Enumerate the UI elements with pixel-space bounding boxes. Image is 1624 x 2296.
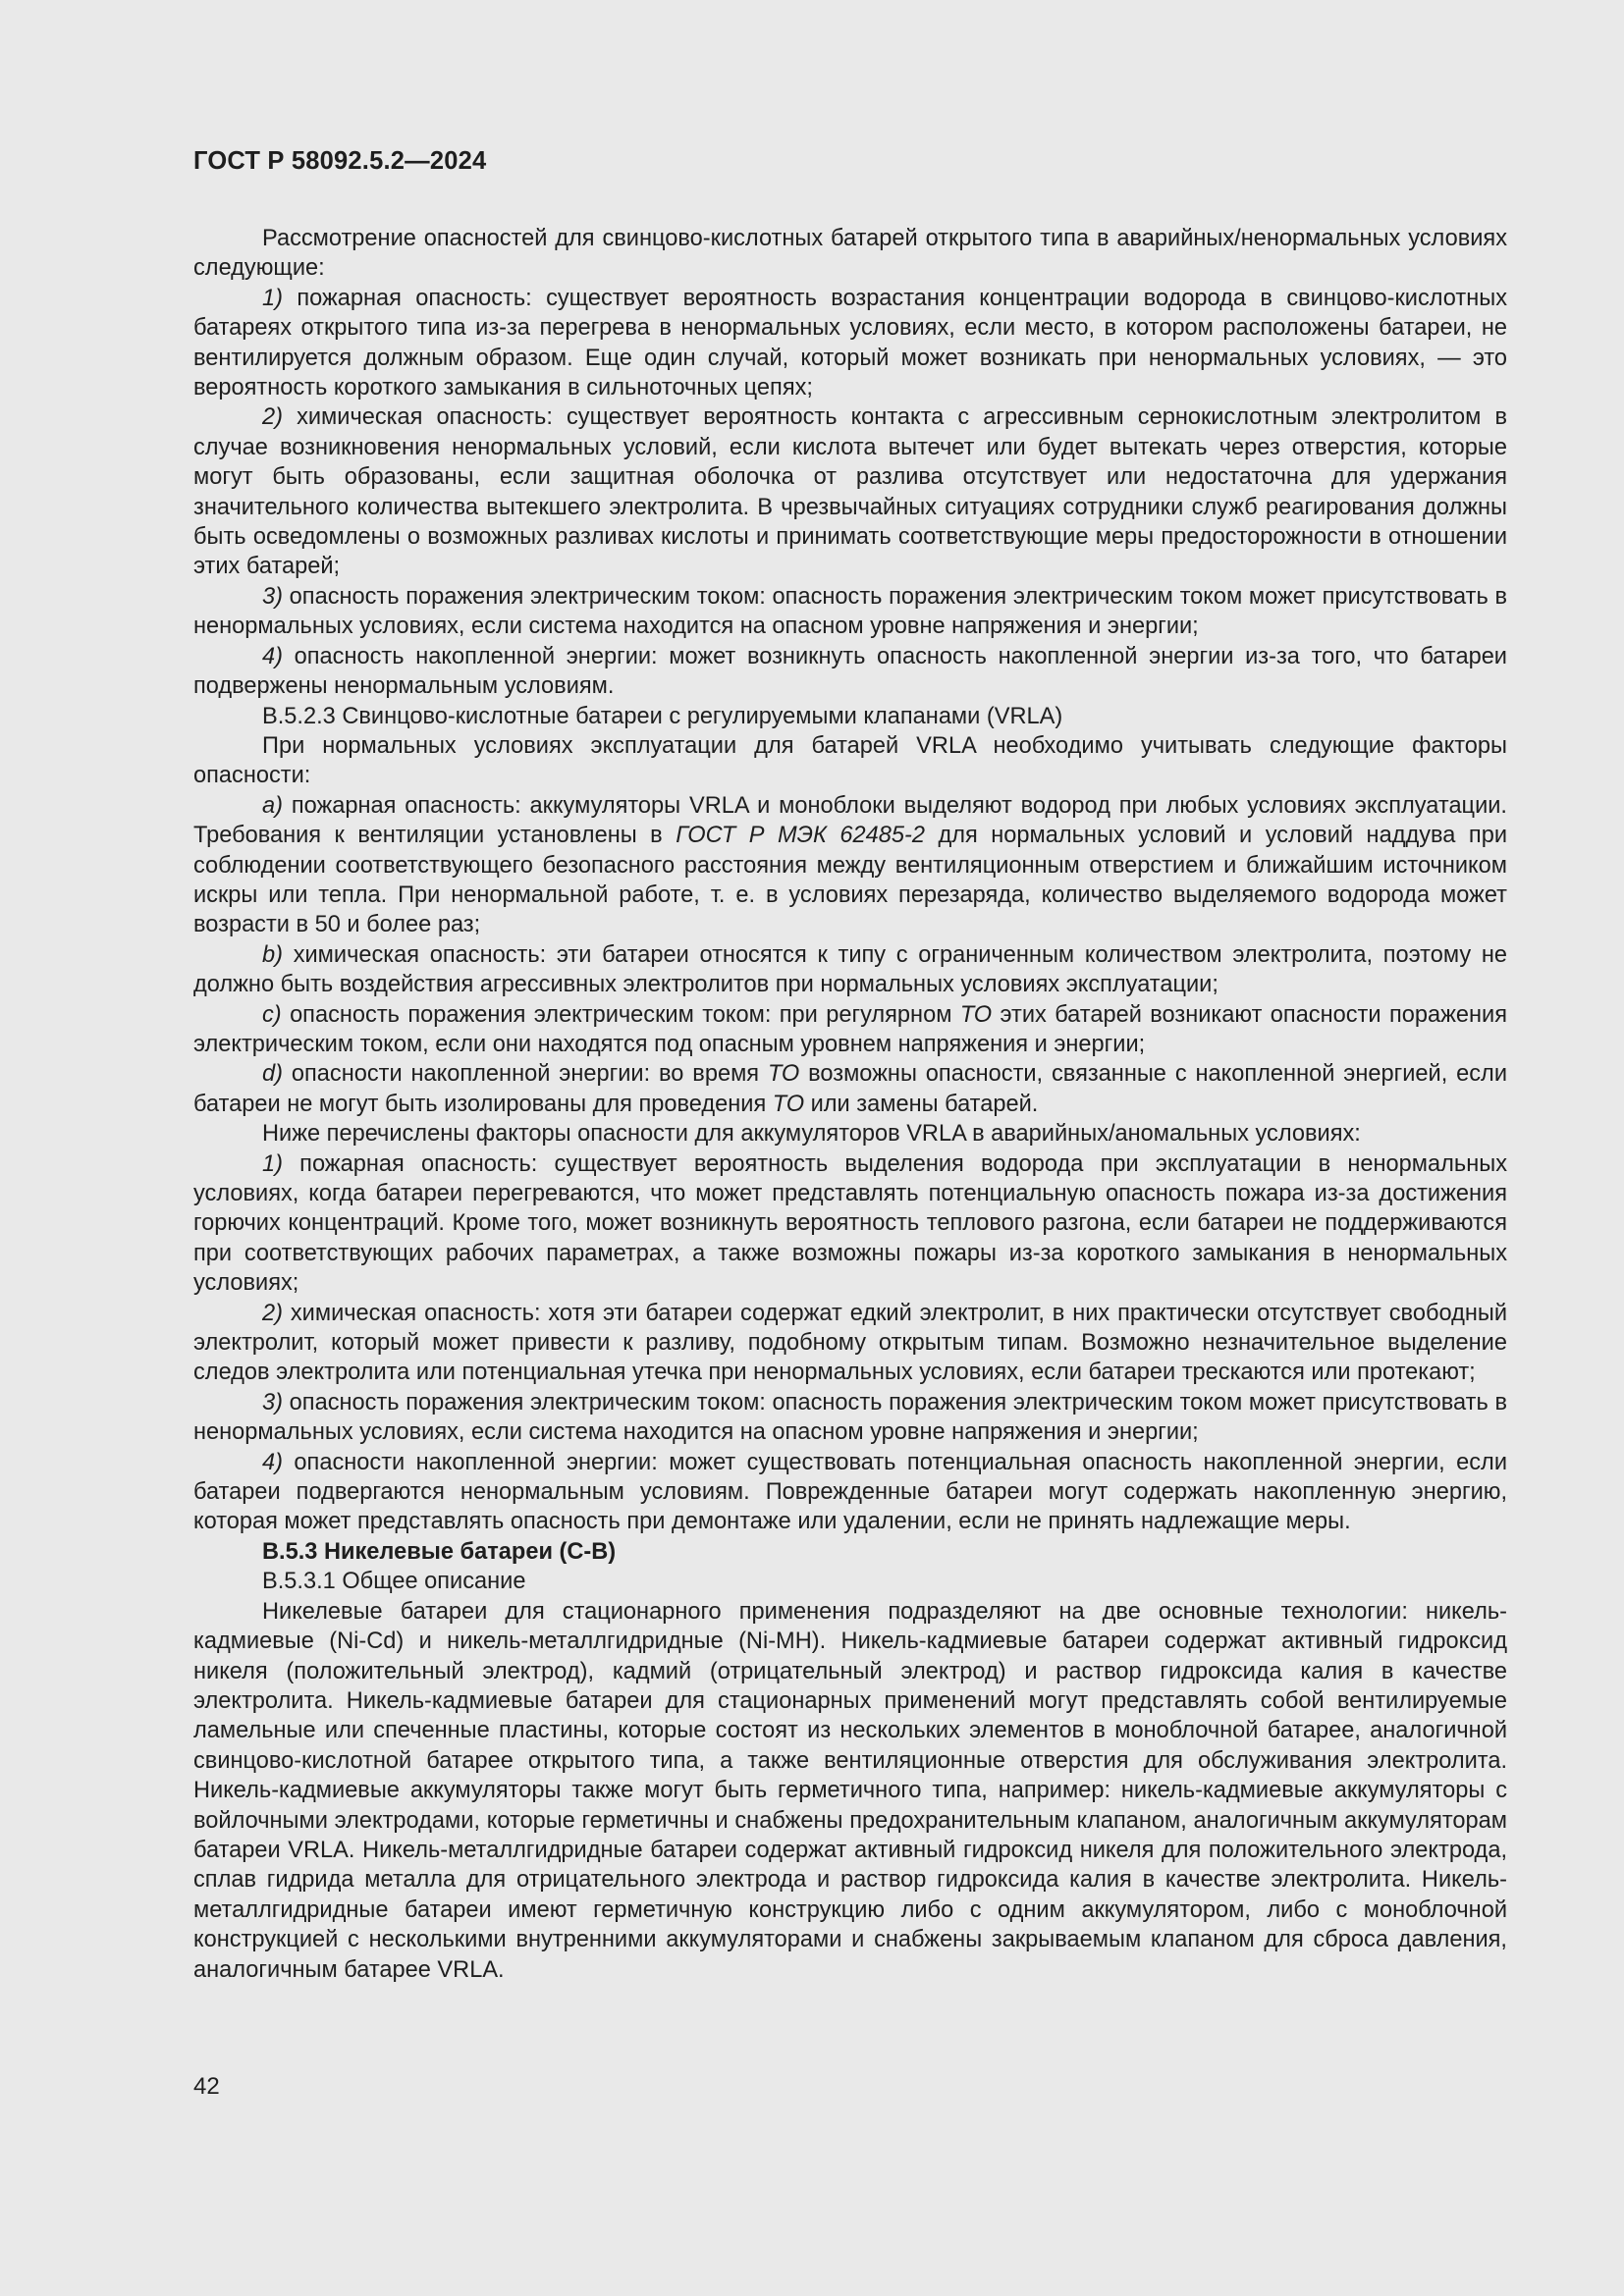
list-item-3-shock-hazard [193, 582, 1507, 642]
list-number: 3) [262, 583, 283, 610]
list-number: 4) [262, 1449, 283, 1475]
page-body [193, 224, 1507, 1985]
list-text: опасность поражения электрическим током: при регулярном [281, 1001, 960, 1028]
section-heading-b531: B.5.3.1 Общее описание [262, 1569, 526, 1595]
list-number: a) [262, 792, 283, 819]
list-text: опасность поражения электрическим током: опасность поражения электрическим током может присутствовать в ненормальных условиях, если система находится на опасном уровне напряжения и энергии; [193, 583, 1507, 640]
list-text: опасности накопленной энергии: может существовать потенциальная опасность накопленной энергии, если батареи подвергаются ненормальным условиям. Поврежденные батареи могут содержать накопленную энергию, которая может представлять опасность при демонтаже или удалении, если не принять надлежащие меры. [193, 1449, 1507, 1535]
abbreviation: ТО [767, 1061, 800, 1088]
list-text: химическая опасность: эти батареи относятся к типу с ограниченным количеством электролита, поэтому не должно быть воздействия агрессивных электролитов при нормальных условиях эксплуатации; [193, 941, 1507, 998]
list-text: возможны опасности, связанные с накопленной энергией, если батареи не могут быть изолированы для проведения [193, 1061, 1508, 1117]
section-heading-b523: B.5.2.3 Свинцово-кислотные батареи с регулируемыми клапанами (VRLA) [262, 703, 1063, 729]
paragraph-vrla-normal-intro: При нормальных условиях эксплуатации для батарей VRLA необходимо учитывать следующие факторы опасности: [193, 732, 1507, 789]
list-item-4-stored-energy [193, 642, 1507, 702]
list-number: d) [262, 1061, 283, 1088]
list-text: опасности накопленной энергии: во время [282, 1061, 768, 1088]
list-item-2-chemical-hazard [193, 402, 1507, 581]
list-text: химическая опасность: существует вероятность контакта с агрессивным сернокислотным электролитом в случае возникновения ненормальных условий, если кислота вытечет или будет вытекать через отверстия, которые могут быть образованы, если защитная оболочка от разлива отсутствует или недостаточна для удержания значительного количества вытекшего электролита. В чрезвычайных ситуациях сотрудники служб реагирования должны быть осведомлены о возможных разливах кислоты и принимать соответствующие меры предосторожности в отношении этих батарей; [193, 404, 1507, 580]
list-item-c-shock-hazard [193, 1000, 1507, 1060]
list-number: 3) [262, 1389, 283, 1415]
list-item-a-fire-hazard [193, 791, 1507, 940]
list-item-d-stored-energy [193, 1059, 1507, 1119]
list-number: 4) [262, 643, 283, 669]
list-text: химическая опасность: хотя эти батареи содержат едкий электролит, в них практически отсутствует свободный электролит, который может привести к разливу, подобному открытым типам. Возможно незначительное выделение следов электролита или потенциальная утечка при ненормальных условиях, если батареи трескаются или протекают; [193, 1300, 1507, 1386]
list-number: c) [262, 1001, 282, 1028]
abbreviation: ТО [959, 1001, 993, 1028]
list-text: опасность накопленной энергии: может возникнуть опасность накопленной энергии из-за того, что батареи подвержены ненормальным условиям. [193, 643, 1507, 700]
list-number: b) [262, 941, 283, 968]
paragraph-vrla-abnormal-intro: Ниже перечислены факторы опасности для аккумуляторов VRLA в аварийных/аномальных условиях: [262, 1121, 1361, 1148]
abbreviation: ТО [772, 1091, 805, 1117]
list-text: для нормальных условий и условий наддува при соблюдении соответствующего безопасного расстояния между вентиляционным отверстием и ближайшим источником искры или тепла. При ненормальной работе, т. е. в условиях перезаряда, количество выделяемого водорода может возрасти в 50 и более раз; [193, 823, 1507, 938]
paragraph-intro-open-type: Рассмотрение опасностей для свинцово-кислотных батарей открытого типа в аварийных/ненормальных условиях следующие: [193, 226, 1507, 282]
list-text: пожарная опасность: аккумуляторы VRLA и моноблоки выделяют водород при любых условиях эксплуатации. Требования к вентиляции установлены в [193, 792, 1507, 849]
page-number: 42 [193, 2073, 220, 2100]
list-item-3-shock-hazard-vrla [193, 1388, 1507, 1448]
list-text: этих батарей возникают опасности поражения электрическим током, если они находятся под опасным уровнем напряжения и энергии; [193, 1001, 1507, 1057]
list-number: 1) [262, 285, 283, 311]
list-number: 1) [262, 1150, 283, 1177]
list-text: опасность поражения электрическим током: опасность поражения электрическим током может присутствовать в ненормальных условиях, если система находится на опасном уровне напряжения и энергии; [193, 1389, 1507, 1446]
list-item-2-chemical-hazard-vrla [193, 1299, 1507, 1388]
list-text: пожарная опасность: существует вероятность выделения водорода при эксплуатации в ненормальных условиях, когда батареи перегреваются, что может представлять потенциальную опасность пожара из-за достижения горючих концентраций. Кроме того, может возникнуть вероятность теплового разгона, если батареи не поддерживаются при соответствующих рабочих параметрах, а также возможны пожары из-за короткого замыкания в ненормальных условиях; [193, 1150, 1507, 1297]
list-number: 2) [262, 404, 283, 431]
list-item-1-fire-hazard-vrla [193, 1149, 1507, 1299]
paragraph-nickel-description: Никелевые батареи для стационарного применения подразделяют на две основные технологии: никель-кадмиевые (Ni-Cd) и никель-металлгидридные (Ni-MH). Никель-кадмиевые батареи содержат активный гидроксид никеля (положительный электрод), кадмий (отрицательный электрод) и раствор гидроксида калия в качестве электролита. Никель-кадмиевые батареи для стационарных применений могут представлять собой вентилируемые ламельные или спеченные пластины, которые состоят из нескольких элементов в моноблочной батарее, аналогичной свинцово-кислотной батарее открытого типа, а также вентиляционные отверстия для обслуживания электролита. Никель-кадмиевые аккумуляторы также могут быть герметичного типа, например: никель-кадмиевые аккумуляторы с войлочными электродами, которые герметичны и снабжены предохранительным клапаном, аналогичным аккумуляторам батареи VRLA. Никель-металлгидридные батареи содержат активный гидроксид никеля для положительного электрода, сплав гидрида металла для отрицательного электрода и раствор гидроксида калия в качестве электролита. Никель-металлгидридные батареи имеют герметичную конструкцию либо с одним аккумулятором, либо с моноблочной конструкцией с несколькими внутренними аккумуляторами и снабжены закрываемым клапаном для сброса давления, аналогичным батарее VRLA. [193, 1598, 1507, 1983]
list-text: пожарная опасность: существует вероятность возрастания концентрации водорода в свинцово-кислотных батареях открытого типа из-за перегрева в ненормальных условиях, если место, в котором расположены батареи, не вентилируется должным образом. Еще один случай, который может возникать при ненормальных условиях, — это вероятность короткого замыкания в сильноточных цепях; [193, 285, 1507, 401]
list-item-4-stored-energy-vrla [193, 1448, 1507, 1537]
list-item-b-chemical-hazard [193, 940, 1507, 1000]
section-heading-b53: B.5.3 Никелевые батареи (С-В) [262, 1538, 617, 1565]
list-item-1-fire-hazard [193, 284, 1507, 403]
standard-reference: ГОСТ Р МЭК 62485-2 [676, 823, 925, 849]
list-number: 2) [262, 1300, 283, 1326]
list-text: или замены батарей. [804, 1091, 1039, 1117]
document-header: ГОСТ Р 58092.5.2—2024 [193, 147, 487, 175]
